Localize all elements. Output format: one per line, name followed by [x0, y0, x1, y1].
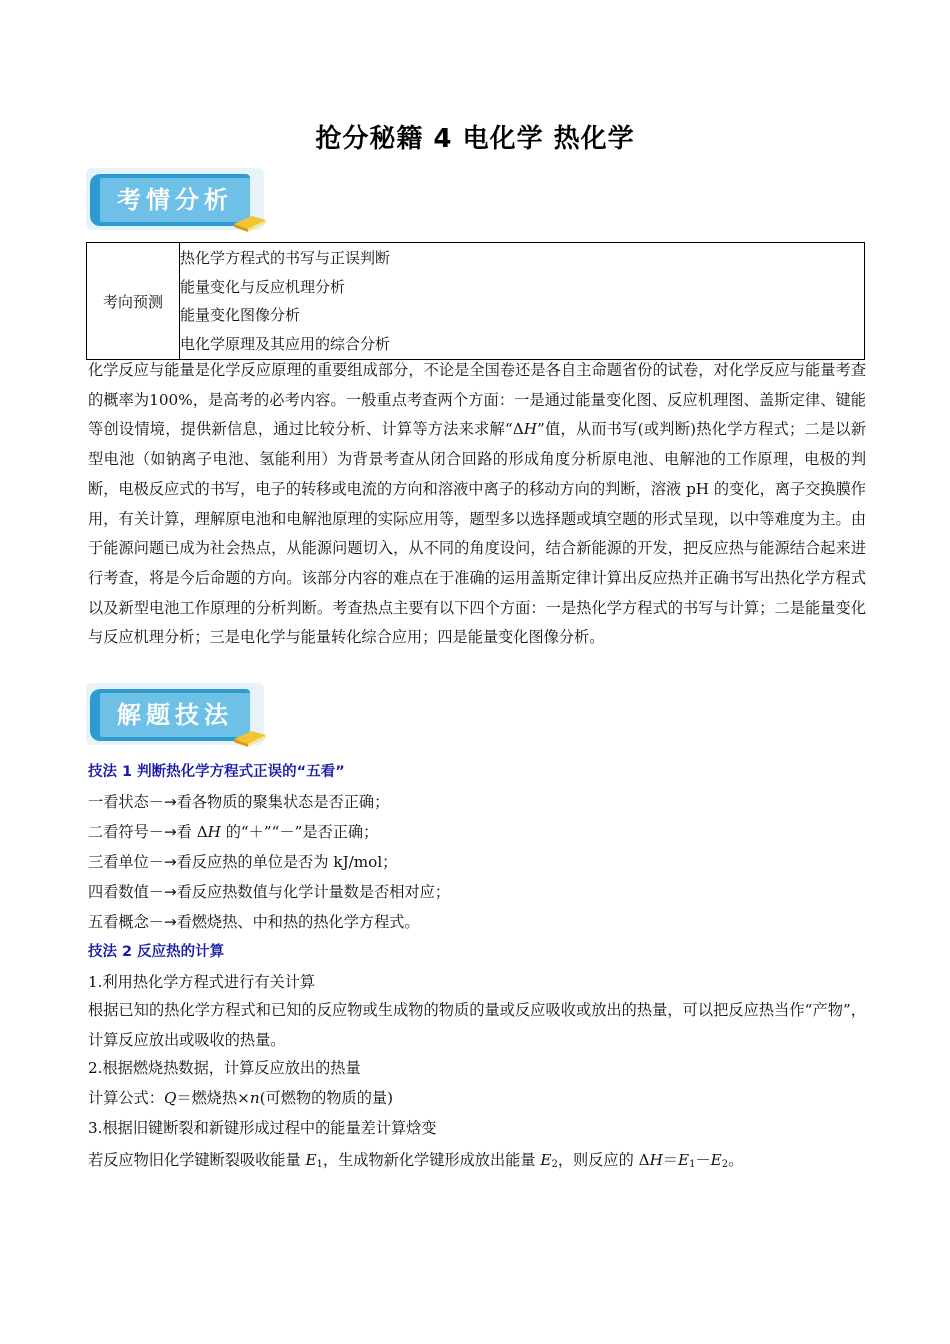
- look-item: 四看数值－→看反应热数值与化学计量数是否相对应；: [88, 883, 451, 901]
- method-3-title: 3.根据旧键断裂和新键形成过程中的能量差计算焓变: [88, 1119, 437, 1137]
- analysis-text-1: 化学反应与能量是化学反应原理的重要组成部分，不论是全国卷还是各自主命题省份的试卷，对化学反应与能量考查的概率为100%，是高考的必考内容。一般重点考查两个方面：一是通过能量变化图、反应机理图、盖斯定律、键能等创设情境，提供新信息，通过比较分析、计算等方法来求解“: [88, 361, 866, 439]
- look-item: 三看单位－→看反应热的单位是否为 kJ/mol；: [88, 853, 398, 871]
- forecast-item: 能量变化图像分析: [180, 306, 301, 324]
- book-icon: [232, 210, 268, 232]
- skill-1-heading: 技法 1 判断热化学方程式正误的“五看”: [88, 764, 345, 780]
- page-title: 抢分秘籍 4 电化学 热化学: [315, 124, 635, 154]
- banner-label: 解题技法: [117, 701, 233, 729]
- forecast-header: 考向预测: [87, 243, 180, 360]
- forecast-table: [86, 242, 865, 360]
- method-2-title: 2.根据燃烧热数据，计算反应放出的热量: [88, 1059, 361, 1077]
- look-item: 五看概念－→看燃烧热、中和热的热化学方程式。: [88, 913, 420, 931]
- section-banner-analysis: [86, 168, 268, 234]
- method-1-text: 根据已知的热化学方程式和已知的反应物或生成物的物质的量或反应吸收或放出的热量，可以把反应热当作“产物”，计算反应放出或吸收的热量。: [88, 1001, 866, 1049]
- section-banner-methods: [86, 683, 268, 749]
- forecast-item: 能量变化与反应机理分析: [180, 277, 346, 296]
- forecast-item: 热化学方程式的书写与正误判断: [180, 249, 391, 267]
- book-icon: [232, 725, 268, 747]
- analysis-text-2: ”值，从而书写(或判断)热化学方程式；二是以新型电池（如钠离子电池、氢能利用）为背景考查从闭合回路的形成角度分析原电池、电解池的工作原理，电极的判断，电极反应式的书写，电子的转移或电流的方向和溶液中离子的移动方向的判断，溶液 pH 的变化，离子交换膜作用，有关计算，理解原电池和电解池原理的实际应用等，题型多以选择题或填空题的形式呈现，以中等难度为主。由于能源问题已成为社会热点，从能源问题切入，从不同的角度设问，结合新能源的开发，把反应热与能源结合起来进行考查，将是今后命题的方向。该部分内容的难点在于准确的运用盖斯定律计算出反应热并正确书写出热化学方程式以及新型电池工作原理的分析判断。考查热点主要有以下四个方面：一是热化学方程式的书写与计算；二是能量变化与反应机理分析；三是电化学与能量转化综合应用；四是能量变化图像分析。: [88, 420, 866, 647]
- look-item: 二看符号－→看 ΔH 的“＋”“－”是否正确；: [88, 823, 379, 841]
- forecast-items: [180, 243, 865, 360]
- forecast-item: 电化学原理及其应用的综合分析: [180, 334, 391, 353]
- skill-2-heading: 技法 2 反应热的计算: [88, 944, 225, 960]
- method-3-text: 若反应物旧化学键断裂吸收能量 $E_1$，生成物新化学键形成放出能量 $E_2$，则反应的 $\Delta H=E_1-E_2$。: [88, 1151, 744, 1170]
- method-2-formula: 计算公式：Q＝燃烧热×n(可燃物的物质的量): [88, 1089, 394, 1107]
- analysis-paragraph: [88, 356, 866, 653]
- banner-label: 考情分析: [117, 186, 233, 214]
- delta-h-symbol: ΔH: [512, 420, 537, 439]
- method-1-title: 1.利用热化学方程式进行有关计算: [88, 973, 316, 991]
- look-item: 一看状态－→看各物质的聚集状态是否正确；: [88, 793, 390, 811]
